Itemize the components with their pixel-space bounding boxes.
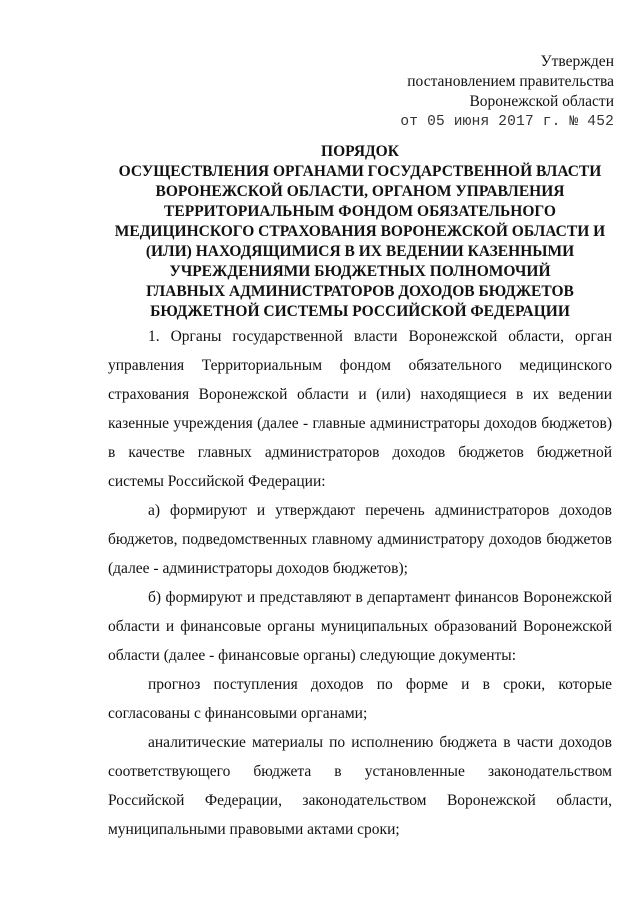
title-line: ОСУЩЕСТВЛЕНИЯ ОРГАНАМИ ГОСУДАРСТВЕННОЙ ВЛАСТИ xyxy=(118,163,602,180)
title-line: ПОРЯДОК xyxy=(321,143,399,160)
document-title xyxy=(100,142,620,322)
body-paragraph: б) формируют и представляют в департамент финансов Воронежской области и финансовые органы муниципальных образований Воронежской области (далее - финансовые органы) следующие документы: xyxy=(108,589,612,664)
body-paragraph: а) формируют и утверждают перечень администраторов доходов бюджетов, подведомственных главному администратору доходов бюджетов (далее - администраторы доходов бюджетов); xyxy=(108,502,612,577)
body-paragraph: прогноз поступления доходов по форме и в сроки, которые согласованы с финансовыми органами; xyxy=(108,676,612,722)
approval-line-3: Воронежской области xyxy=(469,93,614,110)
title-line: (ИЛИ) НАХОДЯЩИМИСЯ В ИХ ВЕДЕНИИ КАЗЕННЫМИ xyxy=(145,243,575,260)
title-line: МЕДИЦИНСКОГО СТРАХОВАНИЯ ВОРОНЕЖСКОЙ ОБЛАСТИ И xyxy=(114,223,606,240)
title-line: ТЕРРИТОРИАЛЬНЫМ ФОНДОМ ОБЯЗАТЕЛЬНОГО xyxy=(164,203,556,220)
document-body xyxy=(108,322,612,844)
title-line: БЮДЖЕТНОЙ СИСТЕМЫ РОССИЙСКОЙ ФЕДЕРАЦИИ xyxy=(150,303,570,320)
body-paragraph: 1. Органы государственной власти Воронежской области, орган управления Территориальным фондом обязательного медицинского страхования Воронежской области и (или) находящиеся в их ведении казенные учреждения (далее - главные администраторы доходов бюджетов) в качестве главных администраторов доходов бюджетов бюджетной системы Российской Федерации: xyxy=(108,328,612,490)
approval-block xyxy=(400,52,614,132)
title-line: ВОРОНЕЖСКОЙ ОБЛАСТИ, ОРГАНОМ УПРАВЛЕНИЯ xyxy=(155,183,565,200)
approval-line-2: постановлением правительства xyxy=(407,73,614,90)
approval-line-1: Утвержден xyxy=(540,53,614,70)
title-line: ГЛАВНЫХ АДМИНИСТРАТОРОВ ДОХОДОВ БЮДЖЕТОВ xyxy=(146,283,574,300)
body-paragraph: аналитические материалы по исполнению бюджета в части доходов соответствующего бюджета в установленные законодательством Российской Федерации, законодательством Воронежской области, муниципальными правовыми актами сроки; xyxy=(108,734,612,838)
title-line: УЧРЕЖДЕНИЯМИ БЮДЖЕТНЫХ ПОЛНОМОЧИЙ xyxy=(169,263,551,280)
approval-date-stamp: от 05 июня 2017 г. № 452 xyxy=(400,114,614,130)
